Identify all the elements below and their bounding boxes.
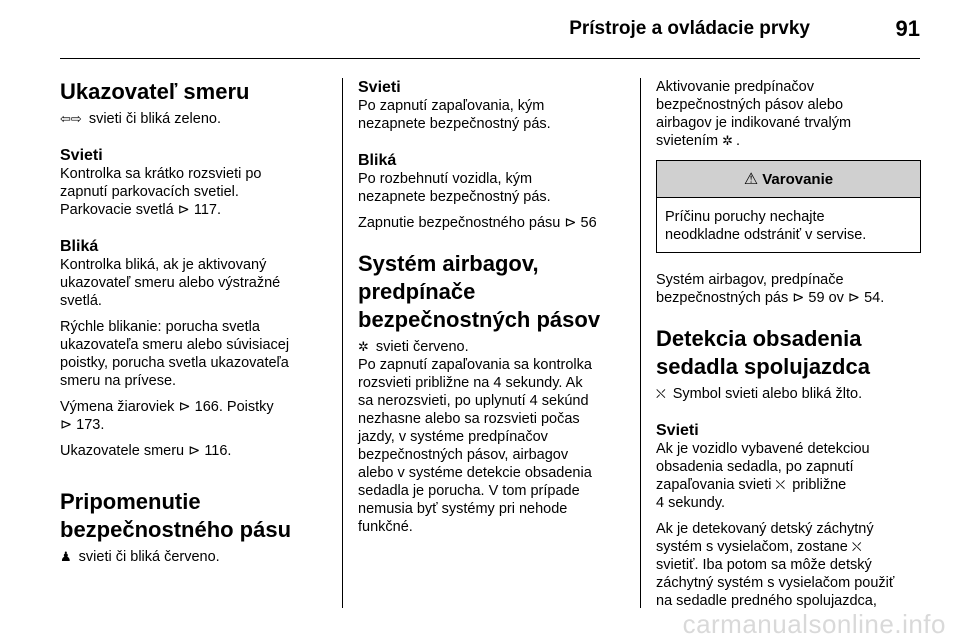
column-divider — [640, 78, 641, 608]
seat-occupancy-icon: ⛌ — [656, 386, 666, 401]
page-reference[interactable]: Výmena žiaroviek ⊳ 166. Poistky ⊳ 173. — [60, 399, 274, 433]
page-number: 91 — [895, 16, 920, 41]
warning-text: Príčinu poruchy nechajte neodkladne odstrániť v servise. — [665, 209, 867, 243]
seatbelt-intro: ♟ svieti či bliká červeno. — [60, 549, 220, 565]
warning-header — [657, 161, 920, 198]
paragraph: Aktivovanie predpínačov bezpečnostných pásov alebo airbagov je indikované trvalým svietením ✲ . — [656, 79, 852, 149]
column-right — [656, 78, 921, 618]
turn-signal-intro: ⇦⇨ svieti či bliká zeleno. — [60, 111, 221, 127]
section-heading-airbag: Systém airbagov, predpínače bezpečnostných pásov — [358, 251, 601, 332]
airbag-icon: ✲ — [722, 133, 733, 148]
detection-intro: ⛌ Symbol svieti alebo bliká žlto. — [656, 386, 863, 402]
turn-signal-icon: ⇦⇨ — [60, 111, 82, 126]
subheading-svieti: Svieti — [358, 79, 401, 96]
subheading-blika: Bliká — [358, 152, 397, 169]
page-title: Prístroje a ovládacie prvky — [569, 18, 810, 39]
column-left — [60, 78, 335, 574]
subheading-blika: Bliká — [60, 238, 99, 255]
page-reference[interactable]: Parkovacie svetlá ⊳ 117. — [60, 202, 221, 218]
page-reference[interactable]: Systém airbagov, predpínače bezpečnostných pás ⊳ 59 ov ⊳ 54. — [656, 272, 885, 306]
column-divider — [342, 78, 343, 608]
page-header — [60, 0, 920, 59]
paragraph: Kontrolka bliká, ak je aktivovaný ukazovateľ smeru alebo výstražné svetlá. — [60, 257, 281, 309]
section-heading-turn-signal: Ukazovateľ smeru — [60, 79, 250, 104]
seat-occupancy-icon: ⛌ — [851, 539, 862, 554]
paragraph: Po zapnutí zapaľovania, kým nezapnete bezpečnostný pás. — [358, 98, 551, 132]
paragraph: Po zapnutí zapaľovania sa kontrolka rozsvieti približne na 4 sekundy. Ak sa nerozsvieti, po uplynutí 4 sekúnd nezhasne alebo sa rozsvieti počas jazdy, v systéme predpínačov bezpečnostných pásov, airbagov alebo v systéme detekcie obsadenia sedadla je porucha. V tom prípade nemusia byť systémy pri nehode funkčné. — [358, 357, 592, 535]
warning-box — [656, 160, 921, 253]
column-middle — [358, 78, 630, 544]
paragraph: Rýchle blikanie: porucha svetla ukazovateľa smeru alebo súvisiacej poistky, porucha svetla ukazovateľa smeru na prívese. — [60, 319, 290, 389]
warning-triangle-icon: ⚠ — [743, 171, 759, 188]
section-heading-passenger-detection: Detekcia obsadenia sedadla spolujazdca — [656, 326, 870, 379]
paragraph: Ak je vozidlo vybavené detekciou obsadenia sedadla, po zapnutí zapaľovania svieti ⛌ približne 4 sekundy. — [656, 441, 870, 511]
seatbelt-icon: ♟ — [60, 549, 72, 564]
paragraph: Ak je detekovaný detský záchytný systém s vysielačom, zostane ⛌ svietiť. Iba potom sa môže detský záchytný systém s vysielačom použiť na sedadle predného spolujazdca, — [656, 521, 895, 609]
paragraph: Po rozbehnutí vozidla, kým nezapnete bezpečnostný pás. — [358, 171, 551, 205]
page-reference[interactable]: Zapnutie bezpečnostného pásu ⊳ 56 — [358, 215, 597, 231]
seat-occupancy-icon: ⛌ — [775, 477, 786, 492]
airbag-intro: ✲ svieti červeno. — [358, 339, 469, 355]
subheading-svieti: Svieti — [656, 422, 699, 439]
section-heading-seatbelt-reminder: Pripomenutie bezpečnostného pásu — [60, 489, 292, 542]
watermark: carmanualsonline.info — [682, 609, 946, 639]
subheading-svieti: Svieti — [60, 147, 103, 164]
airbag-icon: ✲ — [358, 339, 369, 354]
paragraph: Kontrolka sa krátko rozsvieti po zapnutí parkovacích svetiel. Parkovacie svetlá ⊳ 117. — [60, 166, 262, 218]
page-reference[interactable]: Ukazovatele smeru ⊳ 116. — [60, 443, 232, 459]
warning-title: Varovanie — [762, 170, 834, 188]
